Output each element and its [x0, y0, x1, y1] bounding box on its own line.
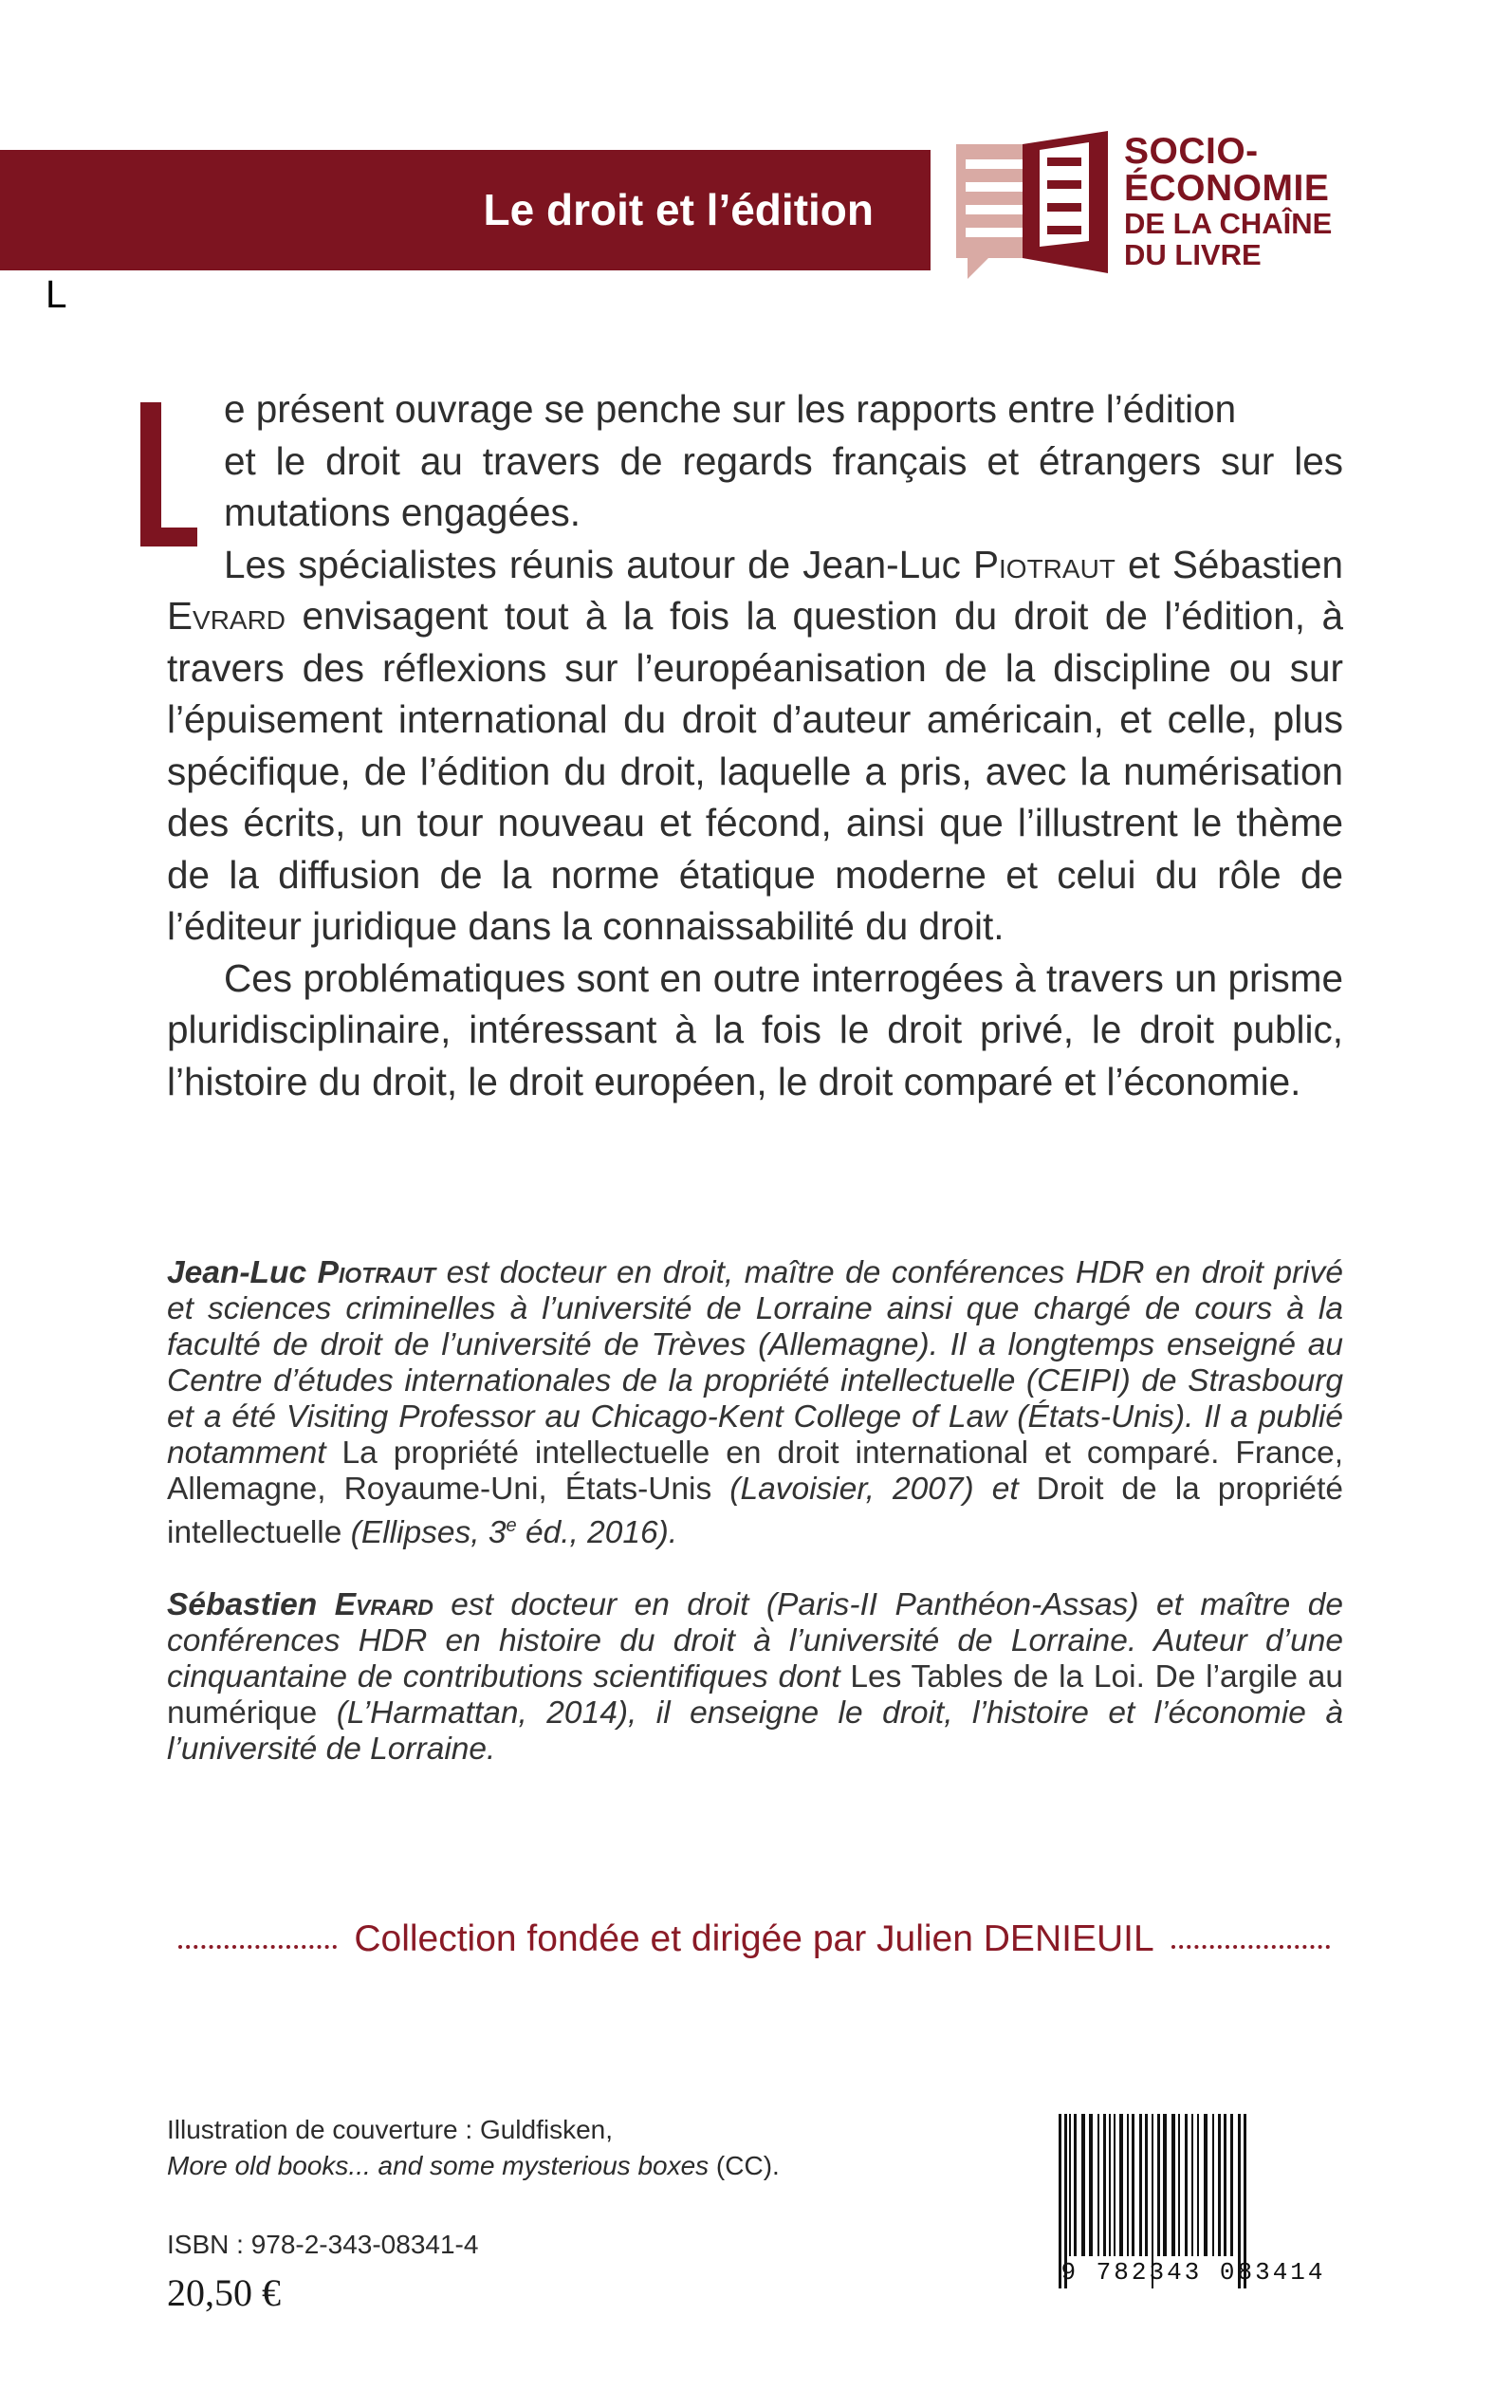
- svg-text:L: L: [46, 272, 67, 316]
- logo-line-1: SOCIO-: [1124, 131, 1259, 172]
- summary-p2-c: envisagent tout à la fois la question du droit de l’édition, à travers des réflexions sur l’européanisation de la discipline ou sur l’épuisement international du droit d’auteur américain, et celle, plus spécifique, de l’édition du droit, laquelle a pris, avec la numérisation des écrits, un tour nouveau et fécond, ainsi que l’illustrent le thème de la diffusion de la norme étatique moderne et celui du rôle de l’éditeur juridique dans la connaissabilité du droit.: [167, 594, 1343, 948]
- barcode-bar: [1197, 2114, 1199, 2256]
- cover-illustration-credit: [167, 2112, 780, 2184]
- barcode-bar: [1081, 2114, 1085, 2256]
- bio2-last-name: Evrard: [334, 1587, 433, 1623]
- bio1-book-2: Droit de la propriété intellectuelle: [167, 1472, 1344, 1551]
- bio1-publisher-2b: éd., 2016).: [516, 1515, 678, 1551]
- author-bios: [167, 1255, 1343, 1768]
- summary-line-2: et le droit au travers de regards français et étrangers sur les: [224, 438, 1343, 483]
- bio2-book: Les Tables de la Loi. De l’argile au numérique: [167, 1659, 1343, 1732]
- credit-work-title: More old books... and some mysterious boxes: [167, 2151, 710, 2180]
- barcode-bar: [1114, 2114, 1116, 2256]
- barcode-bar: [1069, 2114, 1071, 2256]
- barcode-bar: [1218, 2114, 1221, 2256]
- bio1-first-name: Jean-Luc: [167, 1255, 318, 1290]
- bio1-publisher-1: (Lavoisier, 2007) et: [711, 1472, 1037, 1507]
- dotted-rule-left: [178, 1945, 337, 1949]
- barcode-bar: [1178, 2114, 1180, 2256]
- logo-line-2: ÉCONOMIE: [1124, 168, 1330, 209]
- bio1-publisher-2a: (Ellipses, 3: [341, 1515, 507, 1551]
- price: 20,50 €: [167, 2271, 281, 2314]
- barcode-bar: [1230, 2114, 1233, 2256]
- collection-line: [161, 1913, 1347, 1966]
- bio1-book-1: La propriété intellectuelle en droit international et comparé. France, Allemagne, Royaume-Uni, États-Unis: [167, 1436, 1344, 1507]
- summary-p2-b: et Sébastien: [1115, 542, 1344, 586]
- summary-p2-a: Les spécialistes réunis autour de Jean-Luc: [224, 542, 973, 586]
- bio2-text-a: est docteur en droit (Paris-II Panthéon-Assas) et maître de conférences HDR en histoire du droit à l’université de Lorraine. Auteur d’une cinquantaine de contributions scientifiques dont: [167, 1587, 1343, 1695]
- barcode-bar: [1157, 2114, 1160, 2256]
- isbn: ISBN : 978-2-343-08341-4: [167, 2230, 479, 2259]
- barcode-bar: [1089, 2114, 1093, 2256]
- barcode-bar: [1191, 2114, 1193, 2256]
- barcode-digits: 9 782343 083414: [1060, 2258, 1326, 2287]
- barcode-bar: [1109, 2114, 1111, 2256]
- bio1-superscript: e: [506, 1515, 517, 1536]
- dotted-rule-right: [1171, 1945, 1330, 1949]
- barcode-bar: [1163, 2114, 1167, 2256]
- barcode-bar: [1097, 2114, 1099, 2256]
- book-summary: [46, 272, 1344, 1107]
- summary-paragraph-3: Ces problématiques sont en outre interrogées à travers un prisme pluridisciplinaire, intéressant à la fois le droit privé, le droit public, l’histoire du droit, le droit européen, le droit comparé et l’économie.: [167, 955, 1343, 1103]
- bio-evrard: [167, 1587, 1343, 1768]
- bio2-first-name: Sébastien: [167, 1587, 335, 1623]
- barcode-bar: [1127, 2114, 1129, 2256]
- dropcap-l: [46, 272, 197, 546]
- author-name-piotraut: Piotraut: [973, 542, 1116, 586]
- author-name-evrard: Evrard: [167, 594, 286, 638]
- header-banner: [0, 150, 931, 270]
- bio1-text-a: est docteur en droit, maître de conférences HDR en droit privé et sciences criminelles à l’université de Lorraine ainsi que chargé de cours à la faculté de droit de l’université de Trèves (Allemagne). Il a longtemps enseigné au Centre d’études internationales de la propriété intellectuelle (CEIPI) de Strasbourg et a été Visiting Professor au Chicago-Kent College of Law (États-Unis). Il a publié notamment: [167, 1255, 1343, 1471]
- barcode-bar: [1103, 2114, 1106, 2256]
- series-logo-text: [1124, 133, 1332, 269]
- summary-line-1: e présent ouvrage se penche sur les rapports entre l’édition: [224, 387, 1237, 431]
- credit-license: (CC).: [709, 2151, 780, 2180]
- summary-paragraph-2: [167, 539, 1343, 953]
- collection-title: Le droit et l’édition: [483, 185, 874, 234]
- barcode-bar: [1074, 2114, 1077, 2256]
- logo-line-3: DE LA CHAÎNE: [1124, 207, 1333, 240]
- barcode-bar: [1171, 2114, 1175, 2256]
- barcode-bar: [1145, 2114, 1148, 2256]
- summary-line-3: mutations engagées.: [224, 491, 581, 534]
- barcode-bar: [1212, 2114, 1214, 2256]
- bio-piotraut: [167, 1255, 1343, 1551]
- collection-director: Collection fondée et dirigée par Julien DENIEUIL: [354, 1918, 1154, 1959]
- bio1-last-name: Piotraut: [317, 1255, 436, 1290]
- summary-paragraph-1: [167, 383, 1343, 539]
- barcode-bar: [1119, 2114, 1123, 2256]
- barcode-bar: [1132, 2114, 1134, 2256]
- logo-line-4: DU LIVRE: [1124, 238, 1262, 271]
- credit-line-1: Illustration de couverture : Guldfisken,: [167, 2115, 614, 2144]
- barcode-bar: [1139, 2114, 1142, 2256]
- book-chain-logo-icon: [956, 131, 1108, 292]
- barcode-bar: [1224, 2114, 1226, 2256]
- credit-line-2: [167, 2148, 780, 2184]
- bio2-text-b: (L’Harmattan, 2014), il enseigne le droit, l’histoire et l’économie à l’université de Lorraine.: [167, 1695, 1343, 1768]
- barcode-bar: [1185, 2114, 1188, 2256]
- barcode-bar: [1204, 2114, 1208, 2256]
